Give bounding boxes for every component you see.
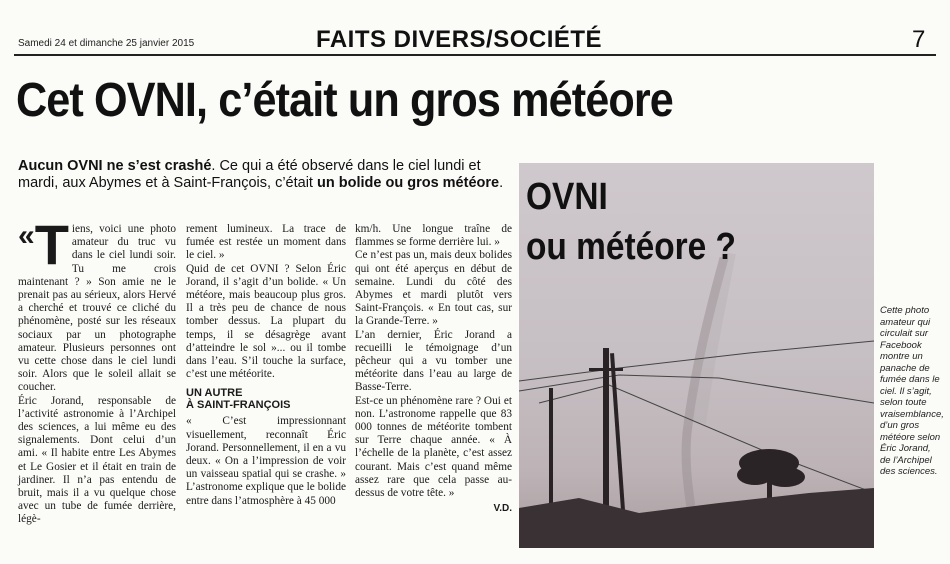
issue-date: Samedi 24 et dimanche 25 janvier 2015 — [18, 38, 195, 49]
lead-text: . Ce qui a été observé dans le ciel lundi et mardi, aux Abymes et à Saint-François, c’était — [18, 158, 481, 191]
pole-crossarm — [589, 368, 623, 371]
paragraph: iens, voici une photo amateur du truc vu dans le ciel lundi soir. Tu me crois maintenant ? » Son amie ne le prenait pas au sérieux, alors Hervé a cherché et trouvé ce cliché du phénomène, posté sur les réseaux sociaux par un photographe amateur. Plusieurs personnes ont vu cette chose dans le ciel lundi soir. Alors que le soleil allait se coucher. — [18, 223, 176, 394]
dropcap: T — [34, 213, 69, 276]
subheading — [186, 387, 346, 411]
paragraph: L’an dernier, Éric Jorand a recueilli le témoignage d’un pêcheur qui a vu tomber une météorite dans l’eau au large de Basse-Terre. — [355, 328, 512, 394]
paragraph: Ce n’est pas un, mais deux bolides qui ont été aperçus en début de semaine. Lundi du côté des Abymes et mardi plutôt vers Saint-François. « En tout cas, sur la Grande-Terre. » — [355, 249, 512, 328]
paragraph: Quid de cet OVNI ? Selon Éric Jorand, il s’agit d’un bolide. « Un météore, mais beaucoup plus gros. Il a très peu de chance de nous tomber dessus. La plupart du temps, il se désagrège avant d’atteindre le sol »... ou il tombe dans l’eau. S’il touche la surface, c’est une météorite. — [186, 262, 346, 381]
paragraph: Est-ce un phénomène rare ? Oui et non. L’astronome rappelle que 83 000 tonnes de météorite tombent sur Terre chaque année. « À l’échelle de la planète, c’est assez courant. Mais c’est quand même assez rare que cela passe au-dessus de votre tête. » — [355, 394, 512, 500]
lead-end: . — [499, 175, 504, 191]
article-lead — [18, 158, 508, 192]
paragraph: rement lumineux. La trace de fumée est restée un moment dans le ciel. » — [186, 223, 346, 262]
photo-caption: Cette photo amateur qui circulait sur Facebook montre un panache de fumée dans le ciel. Il s’agit, selon toute vraisemblance, d’un gros météore selon Éric Jorand, de l’Archipel des sciences. — [880, 305, 944, 477]
overlay-line: ou météore ? — [526, 226, 736, 268]
section-rubric: FAITS DIVERS/SOCIÉTÉ — [316, 26, 603, 53]
subheading-line: À SAINT-FRANÇOIS — [186, 399, 291, 412]
paragraph: Éric Jorand, responsable de l’activité astronomie à l’Archipel des sciences, a lui même eu des signalements. Dont celui d’un ami. « Il habite entre Les Abymes et Le Gosier et il était en train de jardiner. Il n’a pas entendu de bruit, mais il a vu quelque chose avec un tube de fumée derrière, légè- — [18, 394, 176, 526]
header-rule — [14, 54, 936, 56]
lead-bold: Aucun OVNI ne s’est crashé — [18, 158, 212, 174]
article-headline: Cet OVNI, c’était un gros météore — [16, 74, 673, 127]
open-quote: « — [18, 219, 35, 252]
lead-bold-end: un bolide ou gros météore — [317, 175, 500, 191]
overlay-line: OVNI — [526, 176, 608, 218]
column-2 — [186, 223, 346, 508]
author-signature: V.D. — [493, 503, 512, 515]
treeline — [519, 488, 874, 548]
page-number: 7 — [912, 26, 926, 53]
dropcap-block — [18, 213, 69, 276]
column-1 — [18, 213, 176, 527]
subheading-line: UN AUTRE — [186, 387, 243, 400]
paragraph: « C’est impressionnant visuellement, reconnaît Éric Jorand. Personnellement, il en a vu deux. « On a l’impression de voir un vaisseau spatial qui se crashe. » L’astronome explique que le bolide entre dans l’atmosphère à 45 000 — [186, 415, 346, 507]
paragraph: km/h. Une longue traîne de flammes se forme derrière lui. » — [355, 223, 512, 249]
photo-overlay-title — [526, 172, 736, 272]
column-3 — [355, 223, 512, 515]
